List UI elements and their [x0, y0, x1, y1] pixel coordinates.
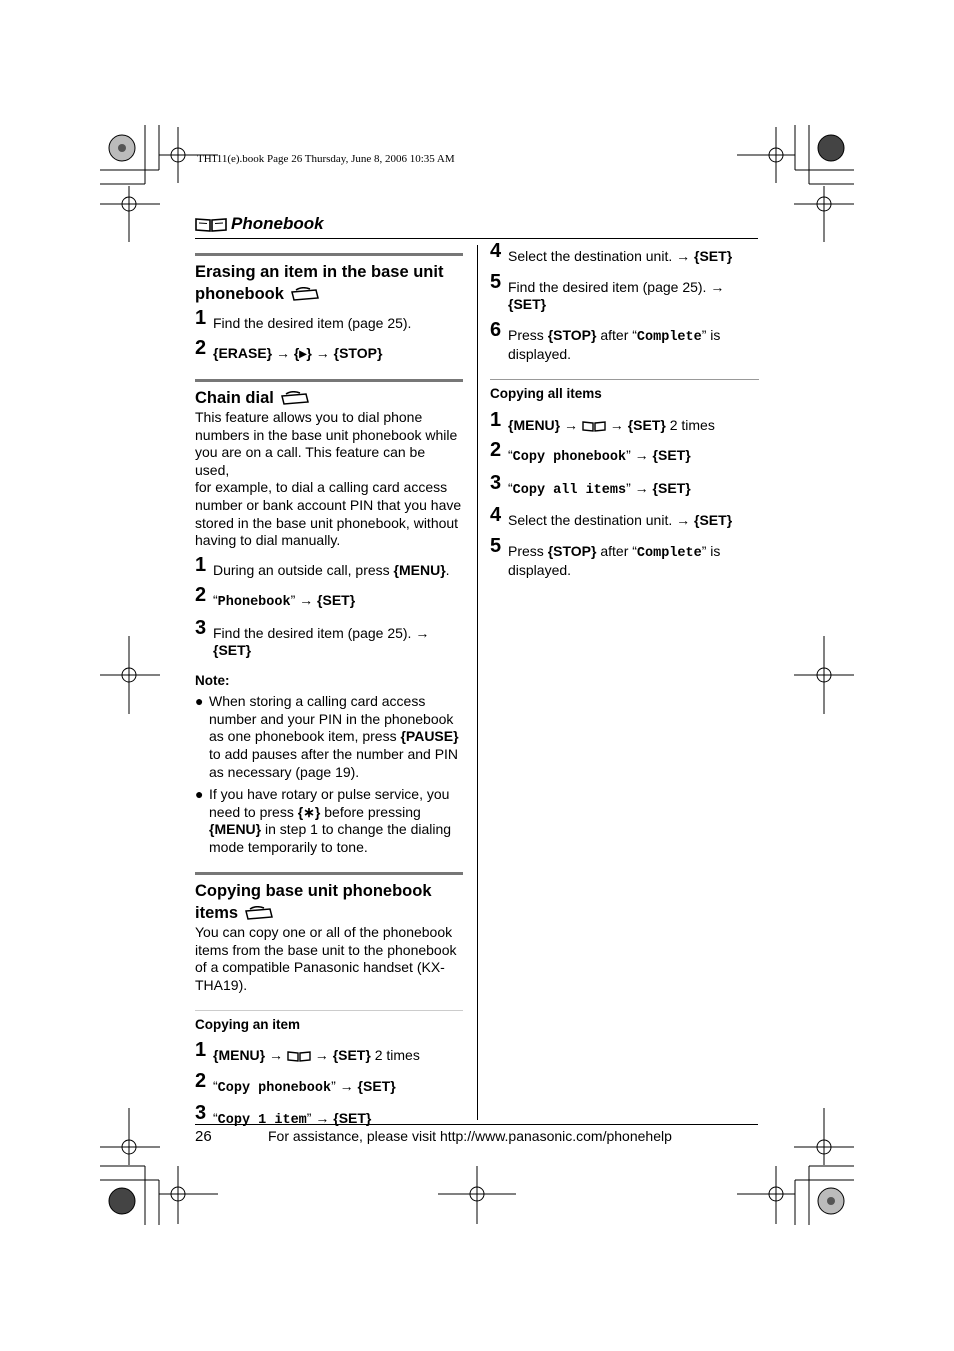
erase-key: {ERASE}	[213, 344, 273, 361]
copy-all-step-3: 3 “Copy all items” → {SET}	[490, 471, 691, 498]
erase-step-2: 2 {ERASE} → {▸} → {STOP}	[195, 336, 383, 361]
copy-all-step-5: 5 Press {STOP} after “Complete” is displayed.	[490, 534, 721, 578]
section-title-copying: Copying base unit phonebook items	[195, 881, 432, 922]
page-footer	[195, 1124, 758, 1149]
base-unit-icon	[244, 906, 274, 920]
section-title-chain-dial: Chain dial	[195, 387, 463, 409]
chain-dial-description: This feature allows you to dial phone numbers in the base unit phonebook while you are on a call. This feature can be used, for example, to dial a calling card access number or bank account PIN that you have stored in the base unit phonebook, without having to dial manually.	[195, 409, 462, 549]
phonebook-icon	[582, 420, 606, 432]
erase-step-1: 1 Find the desired item (page 25).	[195, 307, 412, 331]
section-erasing	[195, 253, 463, 362]
copy-all-step-2: 2 “Copy phonebook” → {SET}	[490, 439, 691, 465]
chain-step-2: 2 “Phonebook” → {SET}	[195, 584, 356, 611]
copy-item-step-3: 3 “Copy 1 item” → {SET}	[195, 1102, 372, 1129]
copy-item-step-6: 6 Press {STOP} after “Complete” is displayed.	[490, 318, 721, 362]
copy-item-step-2: 2 “Copy phonebook” → {SET}	[195, 1069, 396, 1096]
subsection-copy-item: Copying an item	[195, 1010, 463, 1034]
copy-all-step-1: 1 {MENU} → → {SET} 2 times	[490, 408, 715, 433]
section-copying	[195, 872, 463, 1130]
phonebook-icon	[195, 217, 227, 232]
chain-step-1: 1 During an outside call, press {MENU}.	[195, 553, 450, 578]
copy-item-step-5: 5 Find the desired item (page 25). → {SET}	[490, 270, 725, 312]
footer-help-text: For assistance, please visit http://www.panasonic.com/phonehelp	[268, 1128, 672, 1144]
note-bullet-2: ● If you have rotary or pulse service, you need to press {∗} before pressing {MENU} in step 1 to change the dialing mode temporarily to tone.	[195, 785, 452, 856]
phonebook-icon	[287, 1050, 311, 1062]
copying-description: You can copy one or all of the phonebook items from the base unit to the phonebook of a compatible Panasonic handset (KX- THA19).	[195, 923, 457, 993]
page-header	[195, 213, 758, 239]
arrow-key: {▸}	[293, 344, 312, 361]
section-title-erasing: Erasing an item in the base unit phonebook	[195, 263, 444, 303]
chain-step-3: 3 Find the desired item (page 25). → {SET}	[195, 616, 430, 659]
section-chain-dial	[195, 379, 463, 857]
copy-all-step-4: 4 Select the destination unit. → {SET}	[490, 504, 733, 528]
header-title: Phonebook	[231, 214, 324, 233]
print-info: TH111(e).book Page 26 Thursday, June 8, 2006 10:35 AM	[197, 153, 455, 165]
note-title: Note:	[195, 672, 230, 688]
page-number: 26	[195, 1128, 212, 1145]
left-column	[195, 245, 463, 1130]
subsection-copy-all: Copying all items	[490, 379, 759, 403]
right-column	[490, 240, 759, 580]
base-unit-icon	[290, 287, 320, 301]
stop-key: {STOP}	[333, 344, 383, 361]
base-unit-icon	[280, 391, 310, 405]
copy-item-step-1: 1 {MENU} → → {SET} 2 times	[195, 1039, 420, 1064]
column-divider	[477, 245, 478, 1120]
note-bullet-1: ● When storing a calling card access number and your PIN in the phonebook as one phonebook item, press {PAUSE} to add pauses after the number and PIN as necessary (page 19).	[195, 692, 459, 780]
copy-item-step-4: 4 Select the destination unit. → {SET}	[490, 240, 733, 264]
